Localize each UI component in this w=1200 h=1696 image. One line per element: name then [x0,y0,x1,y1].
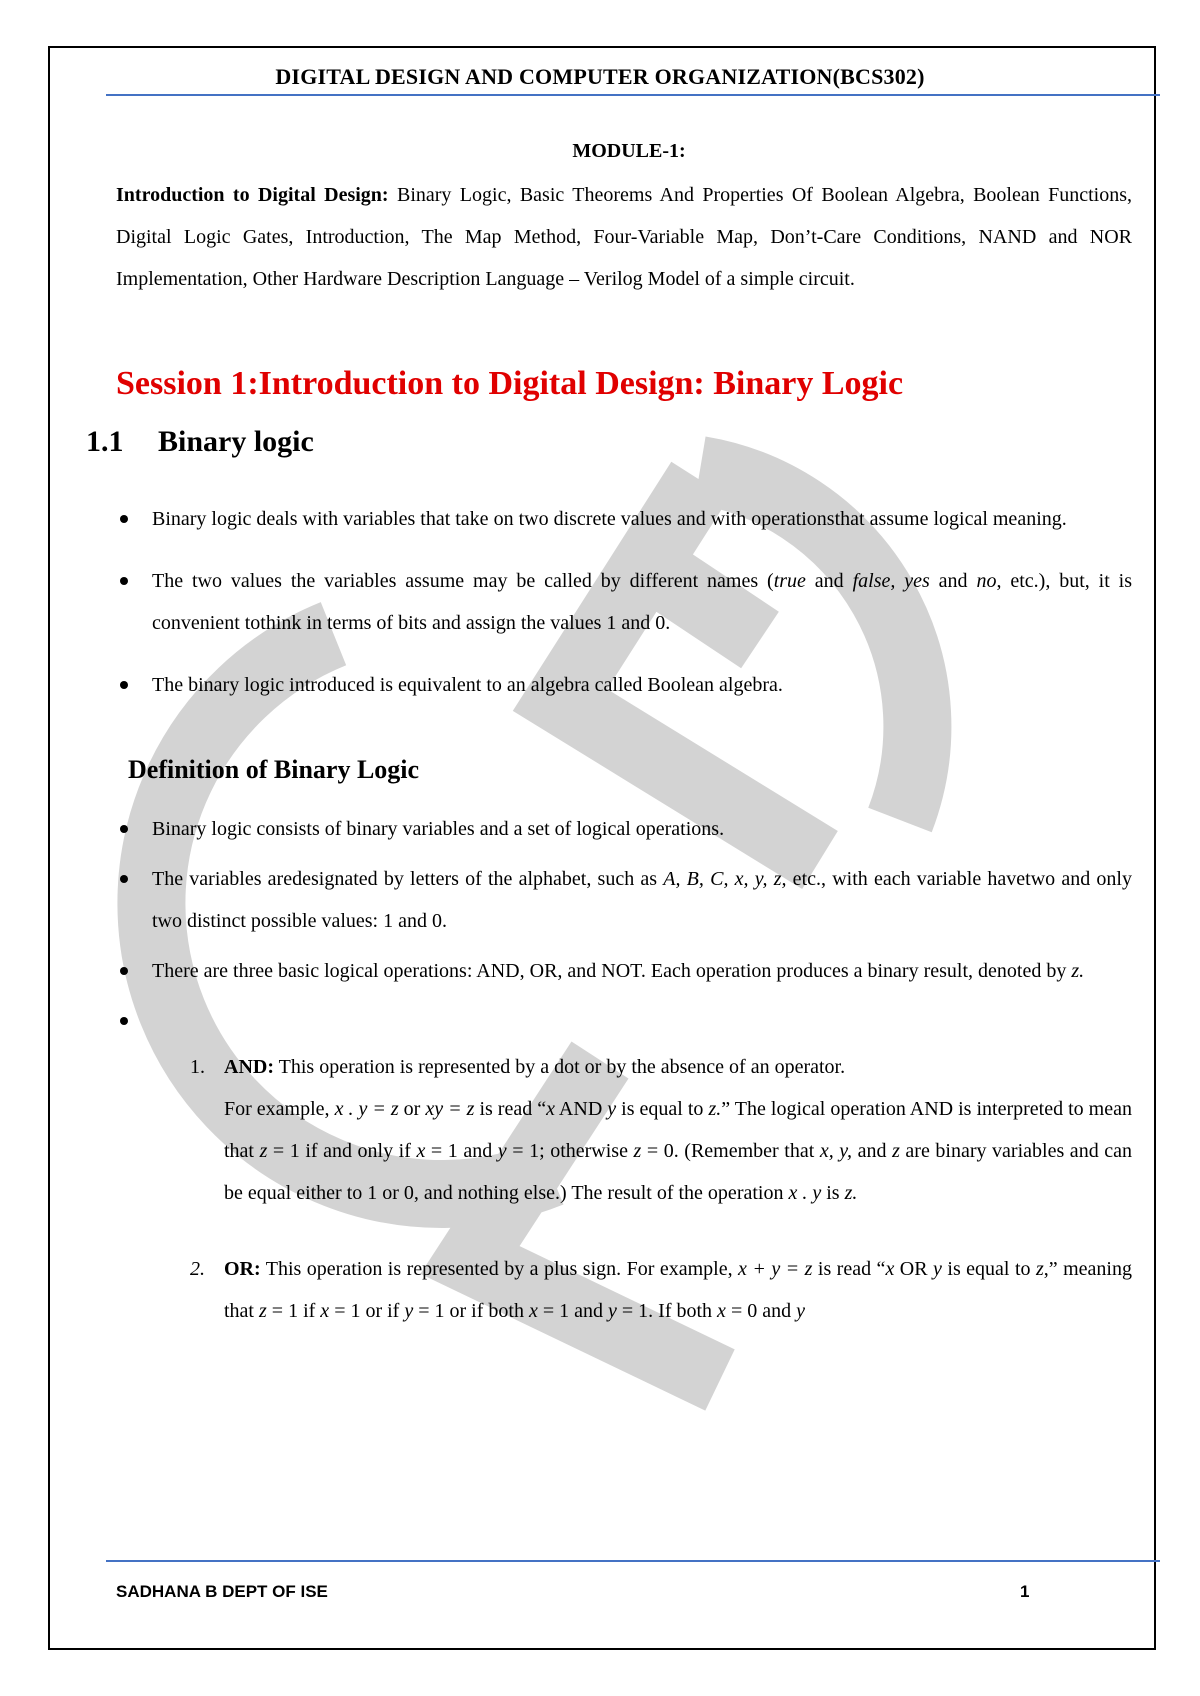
intro-text: Binary Logic, Basic Theorems And Properties Of Boolean Algebra, Boolean Functions, Digital Logic Gates, Introduction, The Map Method, Four-Variable Map, Don’t-Care Conditions, NAND and NOR Implementation, Other Hardware Description Language – Verilog Model of a simple circuit. [116,184,1133,290]
section-heading [86,422,1132,462]
session-title: Session 1:Introduction to Digital Design: Binary Logic [116,365,904,402]
empty-list-item [116,1000,1132,1042]
list-item: The binary logic introduced is equivalent to an algebra called Boolean algebra. [116,664,1132,706]
operation-or: 2. OR: This operation is represented by a plus sign. For example, x + y = z is read “x OR y is equal to z,” meaning that z = 1 if x = 1 or if y = 1 or if both x = 1 and y = 1. If both x = 0 and y [190,1258,1132,1322]
header-rule [106,94,1160,96]
list-item: There are three basic logical operations: AND, OR, and NOT. Each operation produces a binary result, denoted by z. [116,950,1132,992]
footer-author: SADHANA B DEPT OF ISE [116,1582,328,1601]
page-content [86,130,1133,1332]
definition-list [116,808,1132,1042]
list-item: The two values the variables assume may be called by different names (true and false, yes and no, etc.), but, it is convenient tothink in terms of bits and assign the values 1 and 0. [116,560,1132,644]
operation-and: 1. AND: This operation is represented by a dot or by the absence of an operator. For example, x . y = z or xy = z is read “x AND y is equal to z.” The logical operation AND is interpreted to mean that z = 1 if and only if x = 1 and y = 1; otherwise z = 0. (Remember that x, y, and z are binary variables and can be equal either to 1 or 0, and nothing else.) The result of the operation x . y is z. [190,1056,1133,1204]
running-header: DIGITAL DESIGN AND COMPUTER ORGANIZATION(BCS302) [275,64,925,89]
footer-rule [106,1560,1160,1562]
page-number: 1 [1020,1582,1030,1601]
list-item: Binary logic consists of binary variables and a set of logical operations. [116,808,1132,850]
intro-label: Introduction to Digital Design: [116,184,389,206]
module-intro [116,174,1132,300]
section-title: Binary logic [158,425,314,458]
binary-logic-list [116,498,1132,706]
list-item: The variables aredesignated by letters of the alphabet, such as A, B, C, x, y, z, etc., with each variable havetwo and only two distinct possible values: 1 and 0. [116,858,1132,942]
section-number: 1.1 [86,425,124,458]
module-title: MODULE-1: [572,140,686,162]
list-item: Binary logic deals with variables that take on two discrete values and with operationsthat assume logical meaning. [116,498,1132,540]
operations-list [116,1046,1132,1332]
definition-heading: Definition of Binary Logic [128,755,420,784]
